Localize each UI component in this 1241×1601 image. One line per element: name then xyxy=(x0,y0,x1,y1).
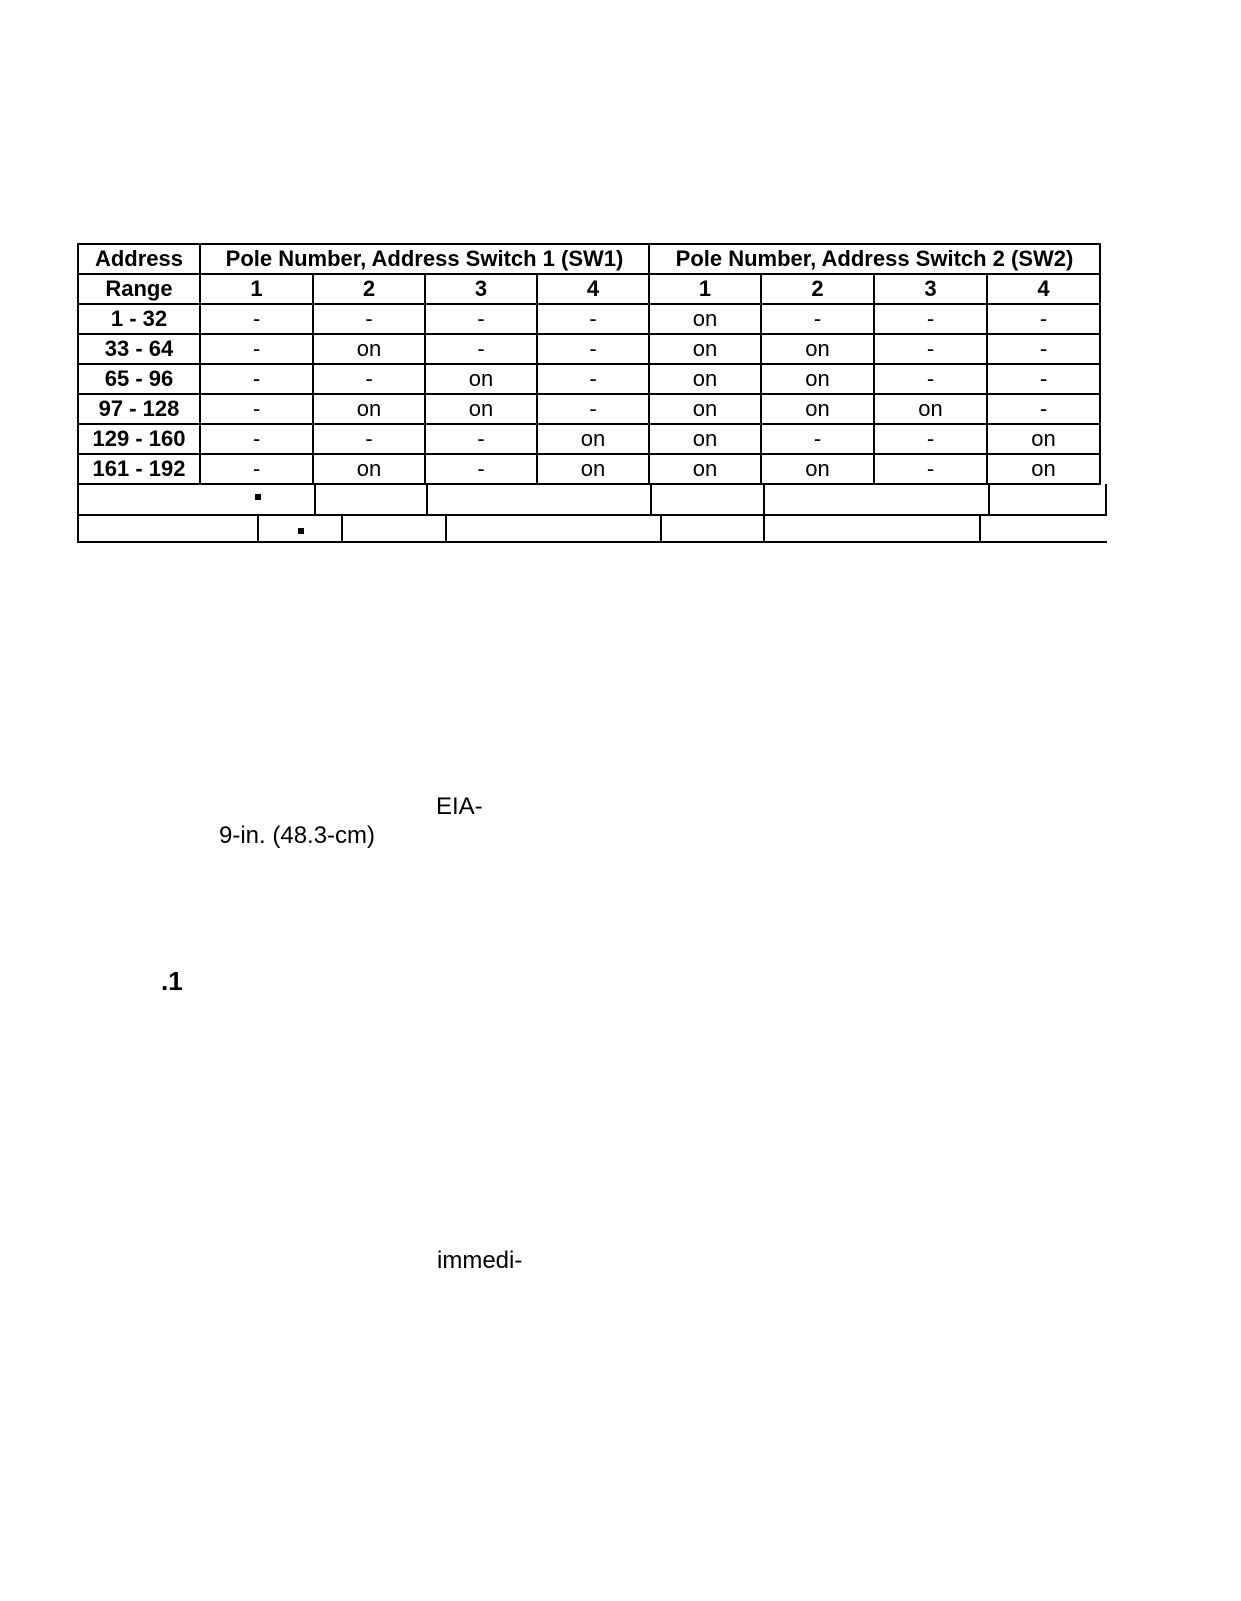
table-divider xyxy=(763,514,765,541)
section-number: .1 xyxy=(161,966,183,996)
dash-mark xyxy=(255,494,261,500)
text-fragment-eia: EIA- xyxy=(436,793,483,820)
switch-cell: - xyxy=(537,304,649,334)
switch-cell: - xyxy=(313,304,425,334)
pole-number: 1 xyxy=(200,274,313,304)
pole-number: 2 xyxy=(313,274,425,304)
switch-cell: on xyxy=(425,364,537,394)
table-row xyxy=(78,454,1100,484)
switch-cell: - xyxy=(425,454,537,484)
pole-number: 2 xyxy=(761,274,874,304)
header-range: Range xyxy=(78,274,200,304)
switch-cell: - xyxy=(987,334,1100,364)
switch-cell: on xyxy=(649,364,761,394)
pole-number: 4 xyxy=(537,274,649,304)
table-divider xyxy=(257,514,259,541)
switch-cell: on xyxy=(649,454,761,484)
address-range-cell: 1 - 32 xyxy=(78,304,200,334)
table-header-row-1 xyxy=(78,244,1100,274)
table-divider xyxy=(426,484,428,514)
table-row xyxy=(78,424,1100,454)
switch-cell: - xyxy=(200,394,313,424)
switch-cell: - xyxy=(874,454,987,484)
switch-cell: - xyxy=(313,364,425,394)
table-row xyxy=(78,394,1100,424)
table-row xyxy=(78,304,1100,334)
switch-cell: on xyxy=(537,424,649,454)
pole-number: 4 xyxy=(987,274,1100,304)
address-range-cell: 129 - 160 xyxy=(78,424,200,454)
switch-cell: on xyxy=(313,334,425,364)
switch-cell: on xyxy=(649,334,761,364)
switch-cell: - xyxy=(200,424,313,454)
switch-cell: - xyxy=(537,394,649,424)
text-fragment-size: 9-in. (48.3-cm) xyxy=(219,822,376,849)
table-divider xyxy=(988,484,990,514)
switch-cell: on xyxy=(761,454,874,484)
switch-cell: - xyxy=(874,424,987,454)
switch-cell: - xyxy=(200,304,313,334)
switch-cell: - xyxy=(874,334,987,364)
address-range-cell: 33 - 64 xyxy=(78,334,200,364)
switch-cell: - xyxy=(313,424,425,454)
switch-cell: on xyxy=(761,364,874,394)
switch-cell: on xyxy=(649,394,761,424)
switch-cell: - xyxy=(874,364,987,394)
address-range-cell: 161 - 192 xyxy=(78,454,200,484)
address-switch-table xyxy=(77,243,1101,485)
switch-cell: - xyxy=(537,364,649,394)
switch-cell: - xyxy=(537,334,649,364)
table-divider xyxy=(763,484,765,514)
switch-cell: - xyxy=(761,424,874,454)
switch-cell: on xyxy=(874,394,987,424)
switch-cell: - xyxy=(200,454,313,484)
table-fragment-row xyxy=(77,484,1107,516)
table-row xyxy=(78,364,1100,394)
switch-cell: - xyxy=(987,364,1100,394)
switch-cell: on xyxy=(761,334,874,364)
address-range-cell: 65 - 96 xyxy=(78,364,200,394)
text-fragment-immedi: immedi- xyxy=(437,1247,523,1274)
table-divider xyxy=(979,514,981,541)
switch-cell: - xyxy=(874,304,987,334)
table-divider xyxy=(314,484,316,514)
switch-cell: on xyxy=(987,424,1100,454)
switch-cell: on xyxy=(313,454,425,484)
switch-cell: - xyxy=(200,364,313,394)
switch-cell: - xyxy=(761,304,874,334)
pole-number: 1 xyxy=(649,274,761,304)
pole-number: 3 xyxy=(874,274,987,304)
switch-cell: - xyxy=(200,334,313,364)
switch-cell: on xyxy=(987,454,1100,484)
header-sw2: Pole Number, Address Switch 2 (SW2) xyxy=(649,244,1100,274)
table-row xyxy=(78,334,1100,364)
switch-cell: on xyxy=(313,394,425,424)
address-range-cell: 97 - 128 xyxy=(78,394,200,424)
table-header-row-2 xyxy=(78,274,1100,304)
dash-mark xyxy=(298,528,304,534)
switch-cell: on xyxy=(649,424,761,454)
switch-cell: on xyxy=(537,454,649,484)
switch-cell: on xyxy=(761,394,874,424)
switch-cell: - xyxy=(425,424,537,454)
switch-cell: - xyxy=(987,394,1100,424)
table-divider xyxy=(650,484,652,514)
switch-cell: - xyxy=(987,304,1100,334)
header-sw1: Pole Number, Address Switch 1 (SW1) xyxy=(200,244,649,274)
table-divider xyxy=(445,514,447,541)
switch-cell: - xyxy=(425,304,537,334)
table-fragment-row xyxy=(77,514,1107,543)
table-divider xyxy=(660,514,662,541)
switch-cell: on xyxy=(649,304,761,334)
pole-number: 3 xyxy=(425,274,537,304)
switch-cell: on xyxy=(425,394,537,424)
switch-cell: - xyxy=(425,334,537,364)
header-address: Address xyxy=(78,244,200,274)
table-divider xyxy=(341,514,343,541)
